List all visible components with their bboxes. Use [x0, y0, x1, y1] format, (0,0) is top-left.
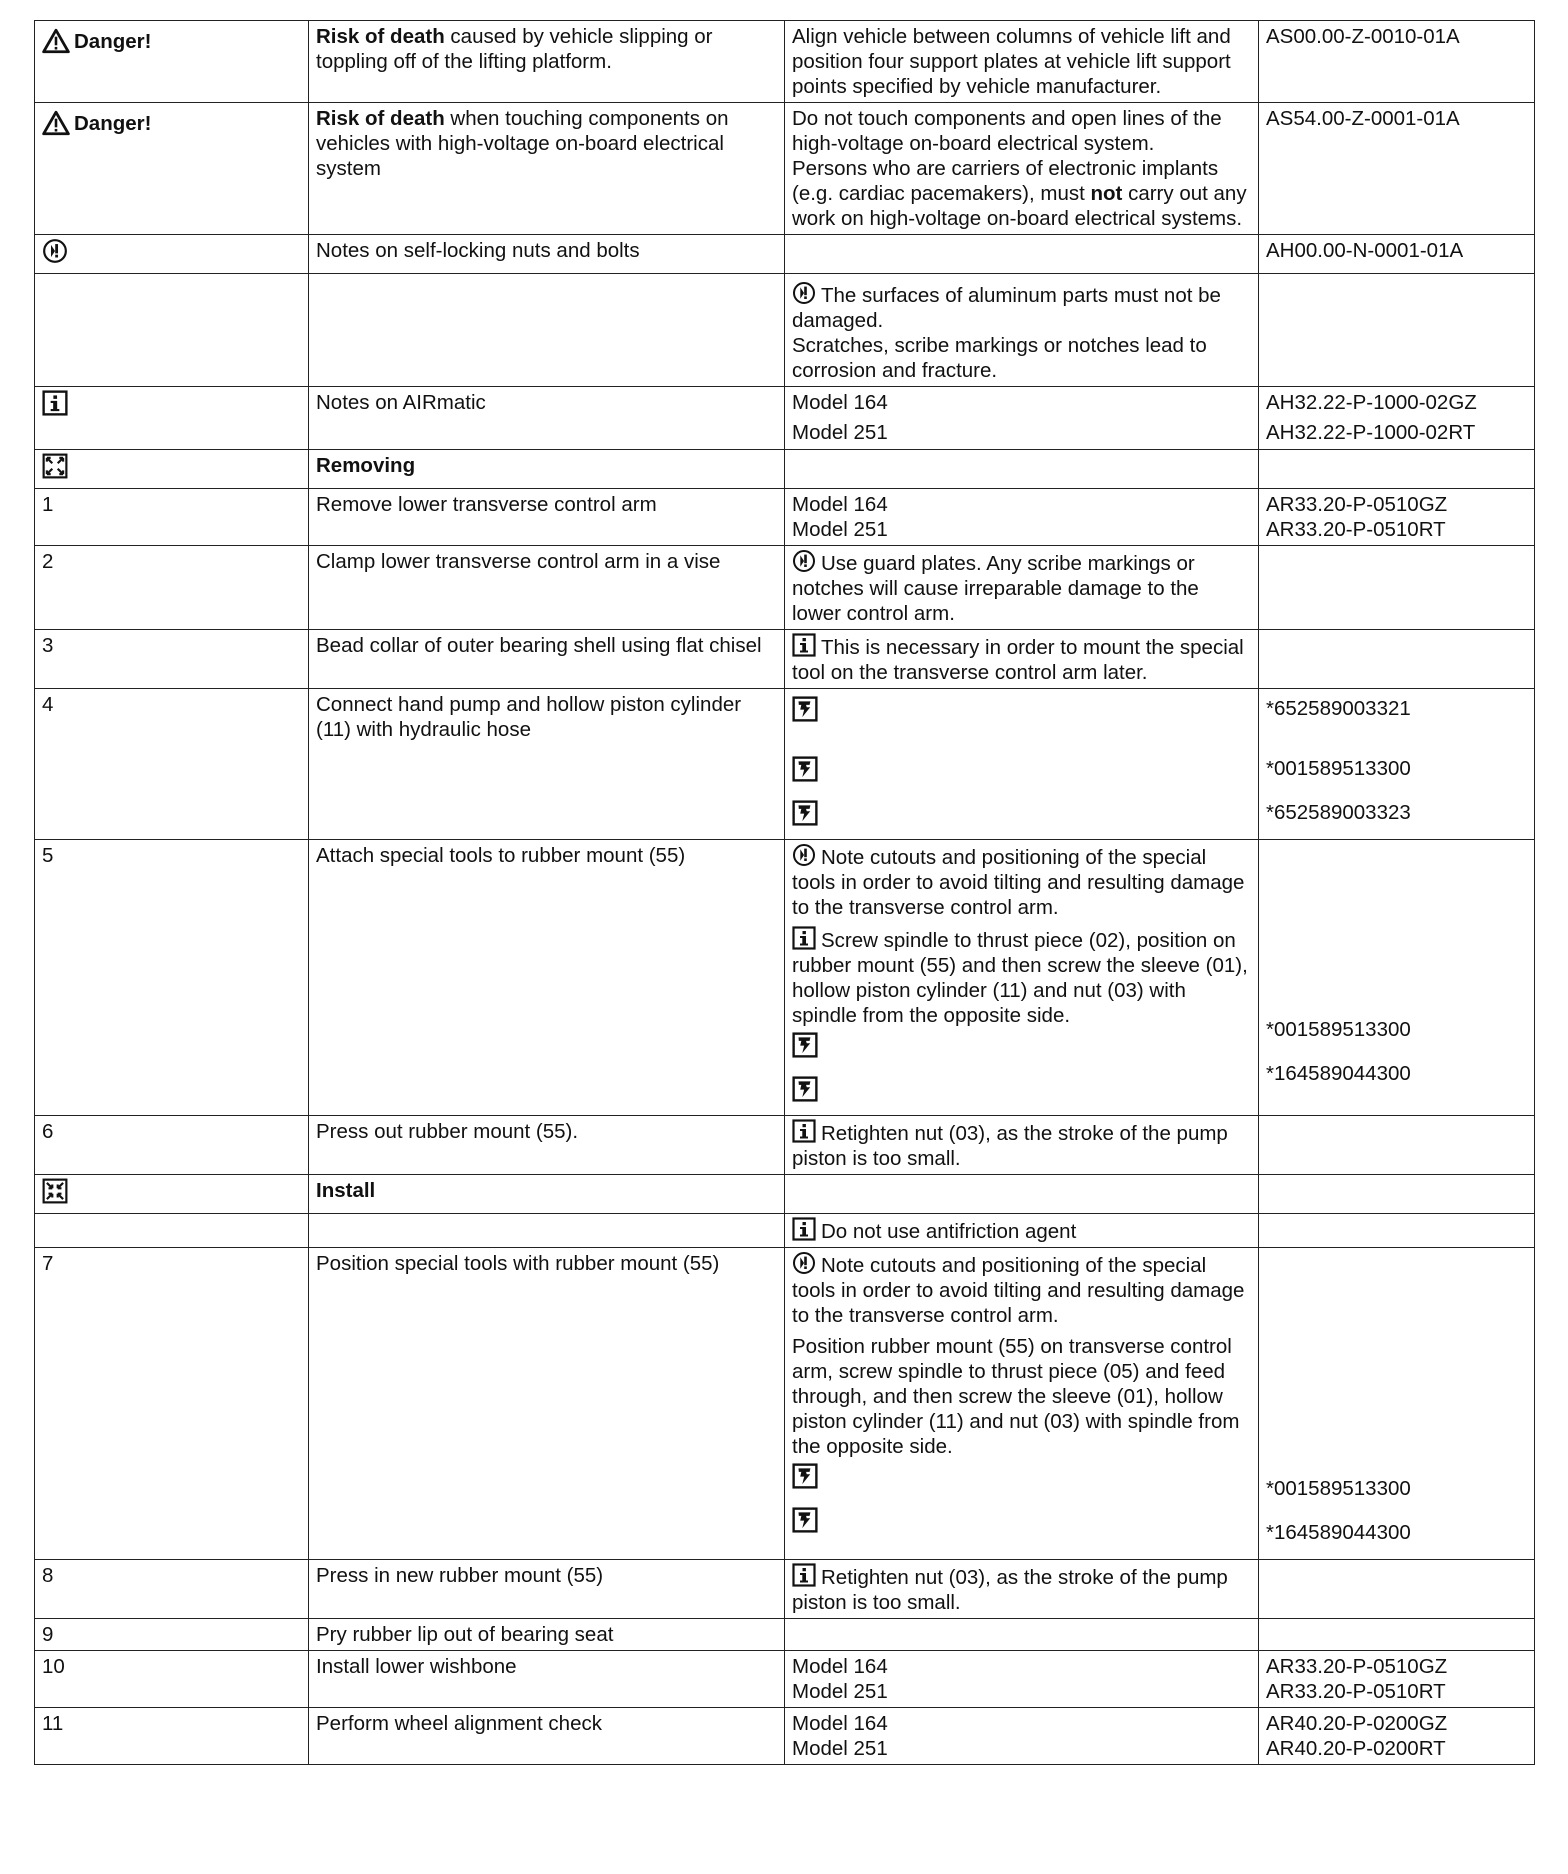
description-cell	[309, 274, 785, 387]
info-icon	[792, 926, 816, 950]
description-text: Clamp lower transverse control arm in a vise	[316, 550, 721, 573]
table-row	[35, 387, 1535, 450]
reference-link[interactable]: AS00.00-Z-0010-01A	[1266, 25, 1460, 48]
step-number: 7	[42, 1252, 54, 1275]
reference-link[interactable]: AR40.20-P-0200RT	[1266, 1737, 1446, 1760]
info-text: Screw spindle to thrust piece (02), position on rubber mount (55) and then screw the sleeve (01), hollow piston cylinder (11) and nut (03) with spindle from the opposite side.	[792, 926, 1251, 1028]
info-text: Do not touch components and open lines of the high-voltage on-board electrical system.	[792, 107, 1222, 155]
reference-cell	[1259, 689, 1535, 840]
special-tool-icon[interactable]	[792, 1032, 818, 1058]
section-heading: Install	[316, 1179, 376, 1202]
description-cell	[309, 1116, 785, 1175]
description-text: Pry rubber lip out of bearing seat	[316, 1623, 614, 1646]
procedure-table	[34, 20, 1535, 1765]
warning-triangle-icon	[42, 110, 70, 136]
tool-number[interactable]: *001589513300	[1266, 1018, 1411, 1041]
info-text: Note cutouts and positioning of the special tools in order to avoid tilting and resulting damage to the transverse control arm.	[792, 1251, 1251, 1328]
step-number: 1	[42, 493, 54, 516]
model-text: Model 164	[792, 1655, 888, 1678]
reference-cell	[1259, 630, 1535, 689]
step-cell	[35, 1619, 309, 1651]
reference-cell	[1259, 387, 1535, 450]
table-row	[35, 546, 1535, 630]
danger-label	[42, 28, 301, 54]
reference-cell	[1259, 1708, 1535, 1765]
step-cell	[35, 1560, 309, 1619]
reference-link[interactable]: AR33.20-P-0510GZ	[1266, 493, 1448, 516]
info-icon	[42, 390, 68, 416]
info-cell	[785, 489, 1259, 546]
info-cell	[785, 274, 1259, 387]
danger-text: Danger!	[74, 29, 152, 53]
description-cell	[309, 1214, 785, 1248]
special-tool-icon[interactable]	[792, 1076, 818, 1102]
exclamation-circle-icon	[792, 1251, 816, 1275]
info-icon	[792, 1217, 816, 1241]
step-cell	[35, 489, 309, 546]
description-text: Connect hand pump and hollow piston cylinder (11) with hydraulic hose	[316, 693, 742, 741]
bold-text: Risk of death	[316, 25, 445, 48]
info-text: Retighten nut (03), as the stroke of the pump piston is too small.	[792, 1122, 1228, 1170]
special-tool-icon[interactable]	[792, 1507, 818, 1533]
info-cell	[785, 1560, 1259, 1619]
info-text: Retighten nut (03), as the stroke of the pump piston is too small.	[792, 1566, 1228, 1614]
step-cell	[35, 630, 309, 689]
info-cell	[785, 1175, 1259, 1214]
table-row	[35, 21, 1535, 103]
description-cell	[309, 1248, 785, 1560]
table-row	[35, 1560, 1535, 1619]
description-cell	[309, 21, 785, 103]
description-cell	[309, 546, 785, 630]
step-number: 6	[42, 1120, 54, 1143]
table-row	[35, 689, 1535, 840]
description-cell	[309, 235, 785, 274]
tool-number[interactable]: *652589003321	[1266, 697, 1411, 720]
exclamation-circle-icon	[42, 238, 68, 264]
tool-number[interactable]: *652589003323	[1266, 801, 1411, 824]
tool-number[interactable]: *001589513300	[1266, 757, 1411, 780]
special-tool-icon[interactable]	[792, 696, 818, 722]
exclamation-circle-icon	[792, 281, 816, 305]
table-row	[35, 1214, 1535, 1248]
table-row	[35, 1248, 1535, 1560]
description-cell	[309, 689, 785, 840]
info-text: Note cutouts and positioning of the special tools in order to avoid tilting and resulting damage to the transverse control arm.	[792, 843, 1251, 920]
step-cell	[35, 274, 309, 387]
description-text: Perform wheel alignment check	[316, 1712, 602, 1735]
description-text: Install lower wishbone	[316, 1655, 517, 1678]
danger-label	[42, 110, 301, 136]
reference-cell	[1259, 235, 1535, 274]
table-row	[35, 274, 1535, 387]
info-cell	[785, 1214, 1259, 1248]
step-cell	[35, 387, 309, 450]
step-cell	[35, 21, 309, 103]
tool-line	[792, 692, 1251, 748]
reference-link[interactable]: AR40.20-P-0200GZ	[1266, 1712, 1448, 1735]
danger-text: Danger!	[74, 111, 152, 135]
info-cell	[785, 235, 1259, 274]
description-cell	[309, 387, 785, 450]
reference-link[interactable]: AR33.20-P-0510GZ	[1266, 1655, 1448, 1678]
description-text: Remove lower transverse control arm	[316, 493, 657, 516]
info-cell	[785, 1651, 1259, 1708]
special-tool-icon[interactable]	[792, 800, 818, 826]
reference-cell	[1259, 274, 1535, 387]
info-text: Align vehicle between columns of vehicle lift and position four support plates at vehicle lift support points specified by vehicle manufacturer.	[792, 25, 1231, 98]
info-cell	[785, 387, 1259, 450]
reference-cell	[1259, 450, 1535, 489]
table-row	[35, 450, 1535, 489]
tool-line	[792, 1072, 1251, 1112]
info-icon	[792, 1119, 816, 1143]
model-text: Model 164	[792, 493, 888, 516]
step-cell	[35, 1248, 309, 1560]
step-number: 9	[42, 1623, 54, 1646]
description-cell	[309, 840, 785, 1116]
warning-triangle-icon	[42, 28, 70, 54]
info-text: Scratches, scribe markings or notches lead to corrosion and fracture.	[792, 334, 1207, 382]
table-row	[35, 235, 1535, 274]
reference-link[interactable]: AH32.22-P-1000-02GZ	[1266, 391, 1477, 414]
reference-link[interactable]: AH00.00-N-0001-01A	[1266, 239, 1464, 262]
info-cell	[785, 689, 1259, 840]
description-text: Position special tools with rubber mount (55)	[316, 1252, 720, 1275]
tool-number[interactable]: *164589044300	[1266, 1062, 1411, 1085]
step-cell	[35, 689, 309, 840]
description-text: Bead collar of outer bearing shell using flat chisel	[316, 634, 762, 657]
step-cell	[35, 1116, 309, 1175]
model-text: Model 251	[792, 1680, 888, 1703]
description-cell	[309, 450, 785, 489]
tool-line	[792, 796, 1251, 836]
step-cell	[35, 450, 309, 489]
info-text: The surfaces of aluminum parts must not be damaged.	[792, 281, 1251, 333]
reference-cell	[1259, 1248, 1535, 1560]
reference-link[interactable]: AR33.20-P-0510RT	[1266, 518, 1446, 541]
info-cell	[785, 1248, 1259, 1560]
reference-link[interactable]: AH32.22-P-1000-02RT	[1266, 421, 1476, 444]
description-cell	[309, 1708, 785, 1765]
removing-arrows-icon	[42, 453, 68, 479]
step-number: 2	[42, 550, 54, 573]
exclamation-circle-icon	[792, 549, 816, 573]
description-cell	[309, 103, 785, 235]
description-text: Notes on AIRmatic	[316, 391, 486, 414]
special-tool-icon[interactable]	[792, 756, 818, 782]
reference-cell	[1259, 103, 1535, 235]
step-cell	[35, 1214, 309, 1248]
reference-cell	[1259, 1175, 1535, 1214]
reference-cell	[1259, 1619, 1535, 1651]
model-text: Model 164	[792, 1712, 888, 1735]
info-cell	[785, 546, 1259, 630]
description-cell	[309, 1560, 785, 1619]
info-text: Do not use antifriction agent	[821, 1220, 1077, 1243]
model-text: Model 164	[792, 391, 888, 414]
step-number: 3	[42, 634, 54, 657]
tool-line	[792, 752, 1251, 792]
install-arrows-icon	[42, 1178, 68, 1204]
info-icon	[792, 633, 816, 657]
info-text: Persons who are carriers of electronic implants (e.g. cardiac pacemakers), must not carry out any work on high-voltage on-board electrical systems.	[792, 157, 1247, 230]
table-row	[35, 1651, 1535, 1708]
info-cell	[785, 630, 1259, 689]
info-text: Use guard plates. Any scribe markings or notches will cause irreparable damage to the lower control arm.	[792, 552, 1199, 625]
description-cell	[309, 489, 785, 546]
info-icon	[792, 1563, 816, 1587]
model-text: Model 251	[792, 518, 888, 541]
info-text: Position rubber mount (55) on transverse control arm, screw spindle to thrust piece (05) and feed through, and then screw the sleeve (01), hollow piston cylinder (11) and nut (03) with spindle from the opposite side.	[792, 1335, 1240, 1458]
description-cell	[309, 630, 785, 689]
info-cell	[785, 1116, 1259, 1175]
special-tool-icon[interactable]	[792, 1463, 818, 1489]
table-row	[35, 840, 1535, 1116]
step-cell	[35, 1651, 309, 1708]
tool-number[interactable]: *164589044300	[1266, 1521, 1411, 1544]
bold-text: Risk of death	[316, 107, 445, 130]
reference-cell	[1259, 21, 1535, 103]
reference-cell	[1259, 840, 1535, 1116]
reference-cell	[1259, 1560, 1535, 1619]
table-row	[35, 1175, 1535, 1214]
table-row	[35, 1116, 1535, 1175]
info-cell	[785, 1708, 1259, 1765]
step-cell	[35, 235, 309, 274]
step-number: 4	[42, 693, 54, 716]
description-text: when touching components on vehicles with high-voltage on-board electrical system	[316, 107, 729, 180]
description-cell	[309, 1175, 785, 1214]
table-row	[35, 630, 1535, 689]
step-number: 5	[42, 844, 54, 867]
reference-link[interactable]: AR33.20-P-0510RT	[1266, 1680, 1446, 1703]
step-number: 11	[42, 1712, 64, 1735]
step-cell	[35, 103, 309, 235]
reference-cell	[1259, 1214, 1535, 1248]
reference-cell	[1259, 546, 1535, 630]
reference-cell	[1259, 1651, 1535, 1708]
exclamation-circle-icon	[792, 843, 816, 867]
reference-cell	[1259, 489, 1535, 546]
description-text: caused by vehicle slipping or toppling off of the lifting platform.	[316, 25, 713, 73]
step-cell	[35, 546, 309, 630]
step-cell	[35, 1708, 309, 1765]
info-cell	[785, 21, 1259, 103]
info-cell	[785, 450, 1259, 489]
tool-line	[792, 1459, 1251, 1499]
tool-line	[792, 1503, 1251, 1543]
table-row	[35, 1619, 1535, 1651]
table-row	[35, 103, 1535, 235]
description-text: Attach special tools to rubber mount (55)	[316, 844, 686, 867]
info-cell	[785, 840, 1259, 1116]
description-text: Press out rubber mount (55).	[316, 1120, 579, 1143]
info-cell	[785, 103, 1259, 235]
step-number: 8	[42, 1564, 54, 1587]
model-text: Model 251	[792, 421, 888, 444]
reference-link[interactable]: AS54.00-Z-0001-01A	[1266, 107, 1460, 130]
table-row	[35, 489, 1535, 546]
tool-number[interactable]: *001589513300	[1266, 1477, 1411, 1500]
section-heading: Removing	[316, 454, 416, 477]
step-cell	[35, 840, 309, 1116]
description-text: Notes on self-locking nuts and bolts	[316, 239, 640, 262]
step-cell	[35, 1175, 309, 1214]
reference-cell	[1259, 1116, 1535, 1175]
description-text: Press in new rubber mount (55)	[316, 1564, 604, 1587]
model-text: Model 251	[792, 1737, 888, 1760]
table-row	[35, 1708, 1535, 1765]
tool-line	[792, 1028, 1251, 1068]
info-text: This is necessary in order to mount the special tool on the transverse control arm later.	[792, 636, 1244, 684]
info-cell	[785, 1619, 1259, 1651]
description-cell	[309, 1651, 785, 1708]
description-cell	[309, 1619, 785, 1651]
step-number: 10	[42, 1655, 65, 1678]
